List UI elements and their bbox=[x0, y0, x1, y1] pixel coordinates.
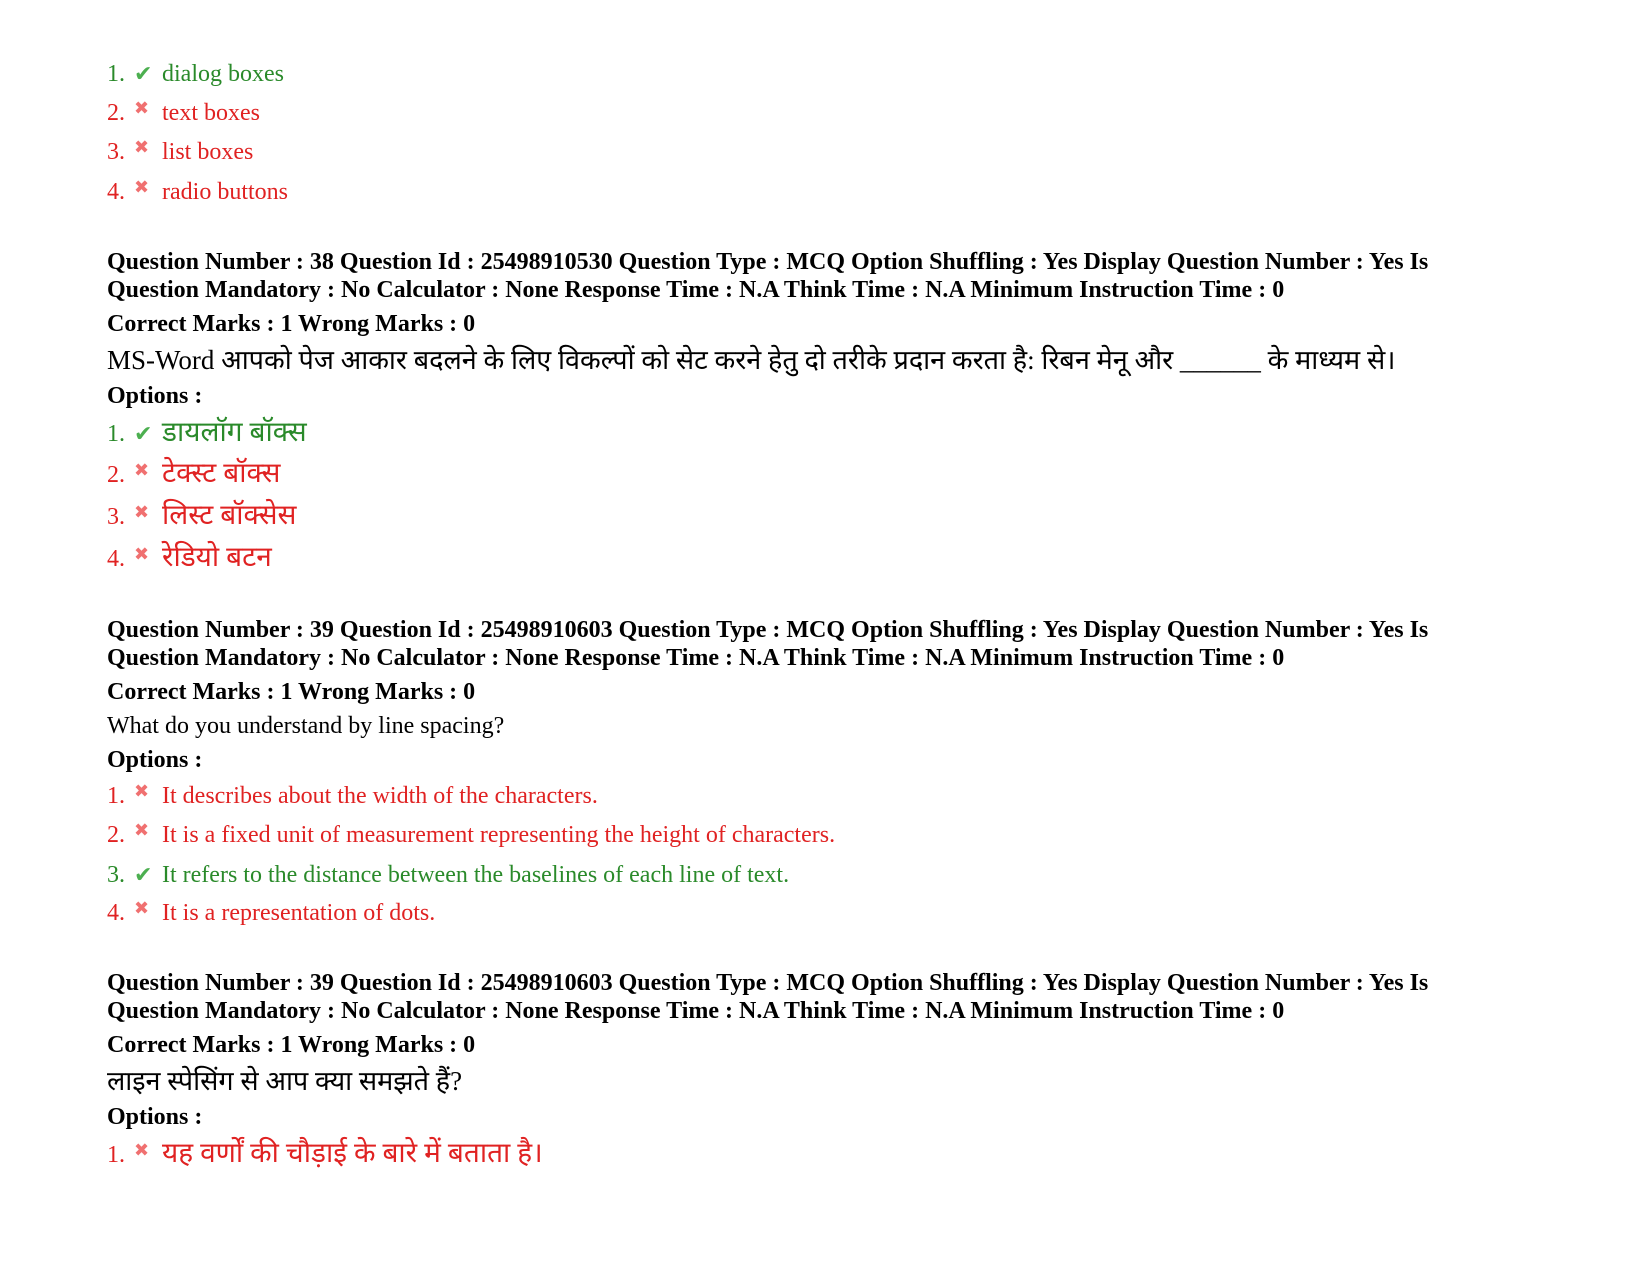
option-row bbox=[107, 459, 1607, 492]
question-meta-line: Question Number : 39 Question Id : 25498910603 Question Type : MCQ Option Shuffling : Yes Display Question Number : Yes Is bbox=[107, 970, 1429, 996]
question-text: What do you understand by line spacing? bbox=[107, 712, 505, 739]
question-meta-line: Question Number : 39 Question Id : 25498910603 Question Type : MCQ Option Shuffling : Yes Display Question Number : Yes Is bbox=[107, 616, 1429, 643]
option-row bbox=[107, 178, 1607, 208]
question-marks: Correct Marks : 1 Wrong Marks : 0 bbox=[107, 678, 476, 705]
cross-icon: ✖ bbox=[134, 459, 150, 481]
question-block-39-hi bbox=[107, 969, 1607, 1172]
option-row bbox=[107, 1139, 1607, 1172]
question-marks: Correct Marks : 1 Wrong Marks : 0 bbox=[107, 310, 476, 337]
check-icon: ✔ bbox=[134, 62, 153, 87]
question-meta-line: Question Mandatory : No Calculator : None Response Time : N.A Think Time : N.A Minimum Instruction Time : 0 bbox=[107, 644, 1285, 671]
option-text: It describes about the width of the characters. bbox=[162, 782, 598, 809]
option-number: 2. bbox=[107, 822, 125, 848]
option-text: लिस्ट बॉक्सेस bbox=[162, 499, 297, 531]
option-row bbox=[107, 99, 1607, 129]
option-text: डायलॉग बॉक्स bbox=[162, 416, 307, 448]
option-number: 1. bbox=[107, 782, 125, 809]
option-number: 1. bbox=[107, 420, 125, 447]
cross-icon: ✖ bbox=[134, 137, 150, 158]
question-meta bbox=[107, 616, 1607, 672]
option-text: dialog boxes bbox=[162, 61, 284, 87]
question-block-38 bbox=[107, 248, 1607, 576]
options-label: Options : bbox=[107, 382, 203, 409]
option-row bbox=[107, 501, 1607, 534]
option-number: 1. bbox=[107, 1142, 125, 1168]
question-meta-line: Question Mandatory : No Calculator : None Response Time : N.A Think Time : N.A Minimum Instruction Time : 0 bbox=[107, 998, 1285, 1024]
document-page bbox=[107, 60, 1607, 1181]
option-row bbox=[107, 138, 1607, 168]
option-text: It is a representation of dots. bbox=[162, 900, 436, 926]
question-text: लाइन स्पेसिंग से आप क्या समझते हैं? bbox=[107, 1066, 463, 1096]
question-marks: Correct Marks : 1 Wrong Marks : 0 bbox=[107, 1032, 476, 1058]
option-number: 4. bbox=[107, 178, 125, 205]
option-row bbox=[107, 543, 1607, 576]
cross-icon: ✖ bbox=[134, 1140, 150, 1161]
option-text: list boxes bbox=[162, 139, 254, 165]
option-number: 3. bbox=[107, 861, 125, 888]
cross-icon: ✖ bbox=[134, 543, 150, 565]
question-block-39-en bbox=[107, 616, 1607, 930]
question-meta bbox=[107, 248, 1607, 304]
option-text: text boxes bbox=[162, 99, 260, 126]
option-number: 3. bbox=[107, 503, 125, 530]
cross-icon: ✖ bbox=[134, 176, 150, 198]
check-icon: ✔ bbox=[134, 862, 153, 888]
option-number: 4. bbox=[107, 545, 125, 572]
option-row bbox=[107, 60, 1607, 89]
option-number: 2. bbox=[107, 461, 125, 488]
option-number: 3. bbox=[107, 139, 125, 165]
options-label: Options : bbox=[107, 1104, 203, 1130]
option-number: 2. bbox=[107, 99, 125, 126]
options-label: Options : bbox=[107, 746, 203, 773]
question-text: MS-Word आपको पेज आकार बदलने के लिए विकल्पों को सेट करने हेतु दो तरीके प्रदान करता है: रिबन मेनू और ______ के माध्यम से। bbox=[107, 344, 1396, 375]
option-text: टेक्स्ट बॉक्स bbox=[162, 457, 281, 489]
option-row bbox=[107, 418, 1607, 450]
question-meta-line: Question Number : 38 Question Id : 25498910530 Question Type : MCQ Option Shuffling : Yes Display Question Number : Yes Is bbox=[107, 248, 1429, 275]
cross-icon: ✖ bbox=[134, 97, 150, 119]
option-row bbox=[107, 861, 1607, 890]
question-meta bbox=[107, 969, 1607, 1025]
cross-icon: ✖ bbox=[134, 898, 150, 919]
option-text: radio buttons bbox=[162, 178, 288, 205]
option-row bbox=[107, 821, 1607, 851]
option-text: रेडियो बटन bbox=[162, 541, 272, 573]
q37-options bbox=[107, 60, 1607, 208]
cross-icon: ✖ bbox=[134, 780, 150, 802]
option-text: It is a fixed unit of measurement representing the height of characters. bbox=[162, 822, 836, 848]
option-row bbox=[107, 782, 1607, 812]
option-text: It refers to the distance between the baselines of each line of text. bbox=[162, 861, 790, 888]
cross-icon: ✖ bbox=[134, 501, 150, 523]
option-number: 1. bbox=[107, 61, 125, 87]
option-text: यह वर्णों की चौड़ाई के बारे में बताता है। bbox=[162, 1138, 543, 1169]
option-number: 4. bbox=[107, 900, 125, 926]
question-meta-line: Question Mandatory : No Calculator : None Response Time : N.A Think Time : N.A Minimum Instruction Time : 0 bbox=[107, 276, 1285, 303]
option-row bbox=[107, 899, 1607, 929]
check-icon: ✔ bbox=[134, 421, 153, 447]
cross-icon: ✖ bbox=[134, 820, 150, 841]
